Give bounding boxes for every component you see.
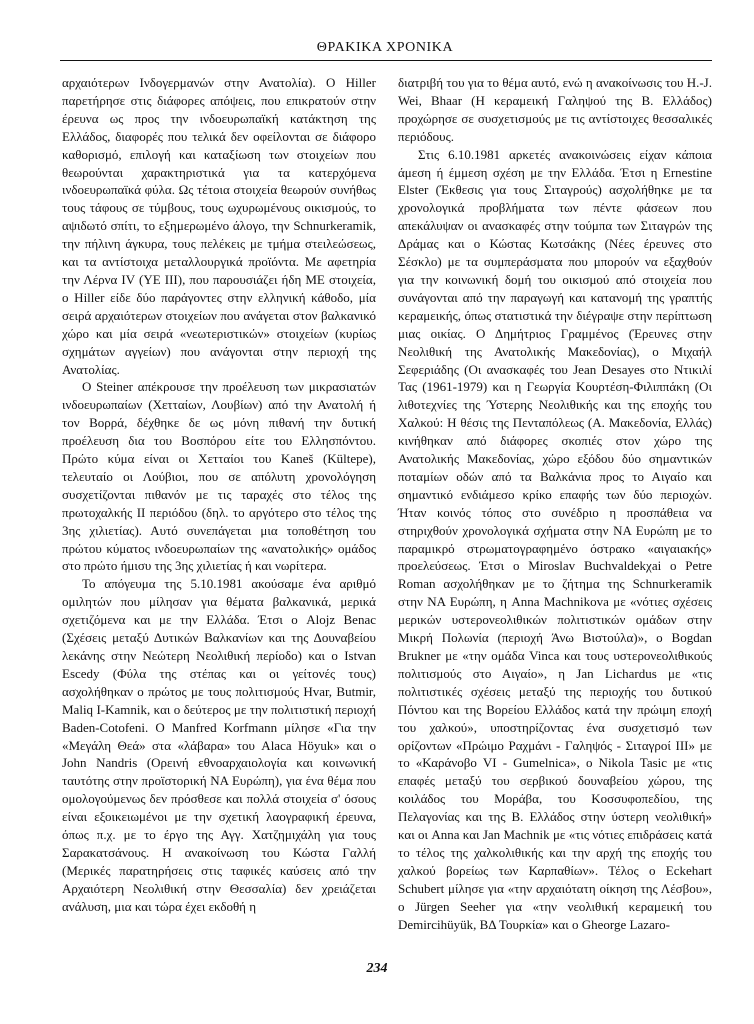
page-number: 234 — [366, 961, 388, 976]
running-header: ΘΡΑΚΙΚΑ ΧΡΟΝΙΚΑ — [316, 40, 454, 55]
right-column — [398, 74, 712, 934]
paragraph: Στις 6.10.1981 αρκετές ανακοινώσεις είχαν κάποια άμεση ή έμμεση σχέση με την Ελλάδα. Έτσι η Ernestine Elster (Έκθεσις για τους Σιταγρούς) ασχολήθηκε με τα χρονολογικά προβλήματα των πέντε φάσεων που απεκάλυψαν οι ανασκαφές στην τούμπα των Σιταγρών της Δράμας και ο Κώστας Κωτσάκης (Νέες έρευνες στο Σέσκλο) με τα συμπεράσματα που μπορούν να εξαχθούν για την κοινωνική δομή του οικισμού από στοιχεία που συνάγονται από την παραγωγή και κατανομή της γραπτής κεραμεικής, όπως στατιστικά την διέγραψε στην περίπτωση μιας οικίας. Ο Δημήτριος Γραμμένος (Έρευνες στην Νεολιθική της Ανατολικής Μακεδονίας), ο Μιχαήλ Σεφεριάδης (Οι ανασκαφές του Jean Desayes στο Ντικιλί Τας (1961-1979) και η Γεωργία Κουρτέση-Φιλιππάκη (Οι λιθοτεχνίες της Ύστερης Νεολιθικής και της εποχής του Χαλκού: Η θέσις της Πενταπόλεως (Α. Μακεδονία, Ελλάς) κινήθηκαν από διάφορες σκοπιές στον χώρο της Ανατολικής Μακεδονίας, χώρο εξόδου δύο σημαντικών ποταμίων οδών από τα Βαλκάνια προς το Αιγαίο και σημαντικό ενδιάμεσο κρίκο επαφής των δύο περιοχών. Ήταν κοινός τόπος στο συνέδριο η προσπάθεια να στηριχθούν χρονολογικά σχήματα στην ΝΑ Ευρώπη με το παραμικρό στρωματογραφημένο όστρακο «αιγαιακής» προελεύσεως. Έτσι ο Miroslav Buchvaldekχai o Petre Roman ασχολήθηκαν με το ζήτημα της Schnurkeramik στην ΝΑ Ευρώπη, η Anna Machnikova με «νότιες σχέσεις μερικών υστερονεολιθικών πολιτιστικών ομάδων στην Μικρή Πολωνία (περιοχή Άνω Βιστούλα)», ο Bogdan Brukner με «την ομάδα Vinca και τους υστερονεολιθικούς πολιτισμούς στο Αιγαίο», η Jan Lichardus με «τις πολιτιστικές σχέσεις μεταξύ της περιοχής του δυτικού Πόντου και της Βορείου Ελλάδος κατά την πρώιμη εποχή του χαλκού», υποστηρίζοντας ένα συσχετισμό των ορίζοντων «Πρώιμο Ραχμάνι - Γαληψός - Σιταγροί ΙΙΙ» με το «Καράνοβο VI - Gumelnica», ο Nikola Tasic με «τις επαφές μεταξύ του σερβικού δουναβείου χώρου, της κοιλάδος του Μοράβα, του Κοσσυφοπεδίου, της Πελαγονίας και της Β. Ελλάδος στην ύστερη νεολιθική» και οι Anna και Jan Machnik με «τις νότιες επιδράσεις κατά το τέλος της χαλκολιθικής και την αρχή της εποχής του χαλκού βορείως των Καρπαθίων». Τέλος ο Eckehart Schubert μίλησε για «την αρχαιότατη οίκηση της Λέσβου», ο Jürgen Seeher για «την νεολιθική κεραμεική του Demircihüyük, ΒΔ Τουρκία» και ο Gheorge Lazaro- — [398, 146, 712, 932]
left-column — [62, 74, 376, 916]
header-rule — [60, 60, 712, 61]
paragraph: Το απόγευμα της 5.10.1981 ακούσαμε ένα αριθμό ομιλητών που μίλησαν για θέματα βαλκανικά, μερικά σχετιζόμενα και με την Ελλάδα. Έτσι ο Alojz Benac (Σχέσεις μεταξύ Δυτικών Βαλκανίων και της Δουναβείου λεκάνης στην Νεώτερη Νεολιθική περίοδο) και ο Istvan Escedy (Φύλα της στέπας και οι γείτονές τους) ασχολήθηκαν ο πρώτος με τους πολιτισμούς Hvar, Butmir, Maliq I-Kamnik, και ο δεύτερος με την πολιτιστική περιοχή Baden-Cotofeni. Ο Manfred Korfmann μίλησε «Για την «Μεγάλη Θεά» στα «λάβαρα» του Alaca Höyuk» και ο John Nandris (Ορεινή εθνοαρχαιολογία και κοινωνική ταυτότης στην προϊστορική ΝΑ Ευρώπη), για ένα θέμα που ομολογούμενως δεν πρόσθεσε και πολλά στοιχεία σ' όσους είναι εξοικειωμένοι με την σχετική λαογραφική έρευνα, όπως π.χ. με το έργο της Αγγ. Χατζημιχάλη για τους Σαρακατσάνους. Η ανακοίνωση του Κώστα Γαλλή (Μερικές παρατηρήσεις στις ταφικές καύσεις από την Αρχαιότερη Νεολιθική στην Θεσσαλία) δεν χρειάζεται ανάλυση, μια και τώρα έχει εκδοθή η — [62, 576, 376, 914]
paragraph: Ο Steiner απέκρουσε την προέλευση των μικρασιατών ινδοευρωπαίων (Χετταίων, Λουβίων) από την Ανατολή ή τον Βορρά, δέχθηκε δε ως μόνη πιθανή την δυτική προέλευση δια του Βοσπόρου είτε του Ελλησπόντου. Πρώτο κύμα είναι οι Χετταίοι του Kaneš (Kültepe), τελευταίο οι Λούβιοι, που σε απόλυτη χρονολόγηση συσχετίζονται πιθανόν με τις ταραχές στο τέλος της πρωτοχαλκής ΙΙ περιόδου (δηλ. το αργότερο στο τέλος της 3ης χιλιετίας). Αυτό συνεπάγεται μια τοποθέτηση του πρώτου κύματος ινδοευρωπαίων της «ανατολικής» ομάδος στο πρώτο ήμισυ της 3ης χιλιετίας ή και νωρίτερα. — [62, 379, 376, 574]
paragraph: διατριβή του για το θέμα αυτό, ενώ η ανακοίνωσις του H.-J. Wei, Bhaar (Η κεραμεική Γαληψού της Β. Ελλάδος) προχώρησε σε συσχετισμούς με τις αντίστοιχες θεσσαλικές περιόδους. — [398, 75, 712, 144]
paragraph: αρχαιότερων Ινδογερμανών στην Ανατολία). Ο Hiller παρετήρησε στις διάφορες απόψεις, που επικρατούν στην έρευνα ως προς την ινδοευρωπαϊκή κατάκτηση της Ελλάδος, διαφορές που τελικά δεν οφείλονται σε διάφορο καθορισμό, επιλογή και καταξίωση των στοιχείων που θεωρούνται χαρακτηριστικά για τα κατερχόμενα ινδοευρωπαϊκά φύλα. Ως τέτοια στοιχεία θεωρούν συνήθως τους τάφους σε τύμβους, τους ωχυρωμένους οικισμούς, το αψιδωτό σπίτι, το εξημερωμένο άλογο, την Schnurkeramik, την πήλινη άγκυρα, τους πελέκεις με τμήμα στειλεώσεως, και τα αντίστοιχα μεταλλουργικά προϊόντα. Με αφετηρία την Λέρνα IV (ΥΕ ΙΙΙ), που παρουσιάζει ήδη ΜΕ στοιχεία, ο Hiller είδε δύο παράγοντες στην ελληνική κάθοδο, μία σειρά αρχαιότερων στοιχείων που ανάγεται στον βαλκανικό χώρο και μία σειρά «νεωτεριστικών» στοιχείων (κυρίως σχημάτων αγγείων) που ανάγονται στην περιοχή της Ανατολίας. — [62, 75, 376, 377]
